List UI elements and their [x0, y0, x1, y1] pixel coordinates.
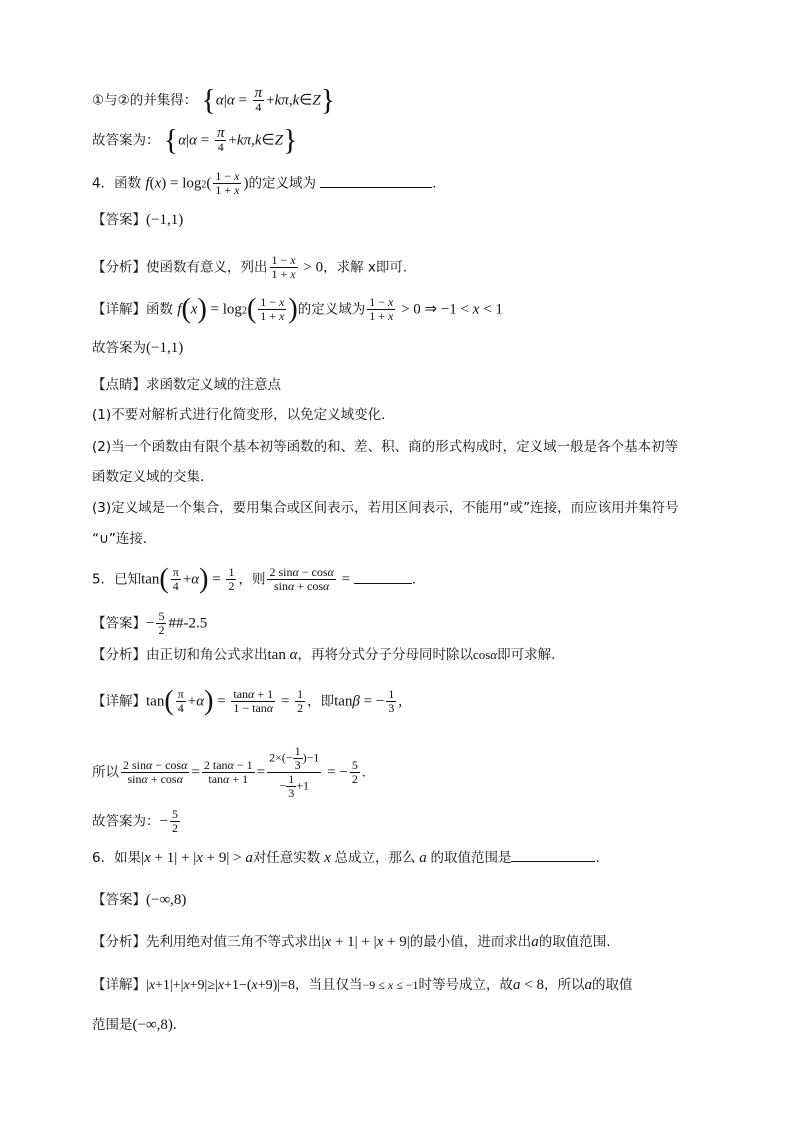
question-5: 5．已知tan( $\frac{\pi}{4}$ +α) = $\frac{1}{2}$ ，则 $\frac{2 \sin\alpha - \cos\alpha}{\sin\alpha + \cos\alpha}$ = ． [92, 563, 426, 595]
q5-final-label: 故答案为： [92, 813, 160, 830]
q6-detail-e: 的取值 [592, 977, 633, 993]
answer-label: 故答案为： [92, 132, 160, 149]
q6-end: . [595, 850, 600, 866]
q5-answer: 【答案】− $\frac{5}{2}$ ##-2.5 [92, 609, 208, 637]
q4-point-1: (1)不要对解析式进行化简变形，以免定义域变化． [92, 407, 395, 423]
q6-answer [92, 890, 734, 910]
q6-analysis-a: 先利用绝对值三角不等式求出 [146, 934, 322, 950]
q5-end: ． [411, 571, 426, 588]
q6-analysis-c: 的取值范围. [538, 934, 611, 950]
q6-text-c: 的取值范围是 [430, 850, 512, 866]
q5-detail-b: ，即 [307, 693, 335, 710]
answer-tag: 【答案】 [92, 212, 146, 228]
q4-end: ． [432, 175, 446, 192]
q4-final [92, 338, 734, 358]
question-4: 4．函数 f(x) = log2( $\frac{1 - x}{1 + x}$ )的定义域为 ． [92, 169, 446, 197]
detail-tag: 【详解】 [92, 977, 146, 993]
detail-tag: 【详解】 [92, 693, 146, 710]
q5-so: 所以 $\frac{2 \sin\alpha - \cos\alpha}{\sin\alpha + \cos\alpha}$ = $\frac{2 \tan\alpha - 1}{\tan\alpha + 1}$ = 2×(− $\frac{1}{3}$ )−1 − $\frac{1}{3}$ +1 = − $\frac{5}{2}$ . [92, 744, 366, 800]
q4-answer [92, 210, 734, 230]
answer-line-1: 故答案为： {α|α = $\frac{\pi}{4}$ +kπ,k∈Z} [92, 123, 298, 157]
q4-blank [320, 175, 432, 188]
q4-point-3: (3)定义域是一个集合，要用集合或区间表示，若用区间表示，不能用“或”连接，而应该用并集符号 [92, 500, 679, 516]
q5-so-label: 所以 [92, 764, 119, 781]
q4-detail-b: 的定义域为 [297, 301, 366, 318]
q4-detail-a: 函数 [146, 301, 173, 318]
q5-text: ，则 [238, 571, 266, 588]
q6-answer-value: (−∞,8) [146, 892, 187, 908]
q4-point-2: (2)当一个函数由有限个基本初等函数的和、差、积、商的形式构成时，定义域一般是各个基本初等 [92, 439, 679, 455]
q5-final: 故答案为：− $\frac{5}{2}$ [92, 807, 178, 835]
q6-detail-b: ，当且仅当 [295, 977, 363, 993]
q6-detail-g: (−∞,8). [132, 1017, 177, 1033]
q6-blank [511, 849, 595, 862]
q5-detail: 【详解】tan( $\frac{\pi}{4}$ +α) = $\frac{\tan\alpha + 1}{1 - \tan\alpha}$ = $\frac{1}{2}$ ，即tanβ = − $\frac{1}{3}$ , [92, 685, 403, 717]
q6-detail: 【详解】|x+1|+|x+9|≥|x+1−(x+9)|=8，当且仅当−9 ≤ x ≤ −1时等号成立，故a < 8，所以a的取值 [92, 977, 633, 993]
q6-text-b: 总成立，那么 [334, 850, 416, 866]
detail-tag: 【详解】 [92, 301, 146, 318]
q6-number: 6．如果 [92, 850, 142, 866]
analysis-tag: 【分析】 [92, 259, 146, 276]
q4-analysis-b: ，求解 x即可. [323, 259, 408, 276]
answer-tag: 【答案】 [92, 892, 146, 908]
q5-blank [354, 571, 412, 584]
q5-analysis-c: 即可求解. [497, 647, 556, 663]
q4-detail: 【详解】函数 f(x) = log2( $\frac{1 - x}{1 + x}$ )的定义域为 $\frac{1 - x}{1 + x}$ > 0 ⇒ −1 < x < 1 [92, 293, 503, 325]
q4-number: 4．函数 [92, 175, 142, 192]
analysis-tag: 【分析】 [92, 934, 146, 950]
q6-text-a: 对任意实数 [252, 850, 321, 866]
q6-analysis-b: 的最小值，进而求出 [409, 934, 532, 950]
q4-final-value: (−1,1) [146, 340, 184, 356]
q4-analysis-a: 使函数有意义，列出 [146, 259, 268, 276]
q4-point [92, 375, 734, 395]
q5-answer-alt: ##-2.5 [168, 615, 208, 632]
q6-detail-f: 范围是 [92, 1017, 133, 1033]
q6-detail-d: ，所以 [544, 977, 585, 993]
q5-number: 5．已知 [92, 571, 142, 588]
question-6: 6．如果|x + 1| + |x + 9| > a对任意实数 x 总成立，那么 a 的取值范围是 . [92, 850, 600, 866]
q4-point-3b: “∪”连接． [92, 531, 157, 547]
answer-tag: 【答案】 [92, 615, 146, 632]
q4-analysis: 【分析】使函数有意义，列出 $\frac{1 - x}{1 + x}$ > 0，求解 x即可. [92, 253, 408, 281]
q6-detail-c: 时等号成立，故 [418, 977, 514, 993]
q4-text: 的定义域为 [248, 175, 316, 192]
q5-analysis: 【分析】由正切和角公式求出tan α，再将分式分子分母同时除以cosα即可求解. [92, 647, 556, 663]
union-result-line: ①与②的并集得： {α|α = $\frac{\pi}{4}$ +kπ,k∈Z} [92, 83, 336, 117]
q4-final-label: 故答案为 [92, 340, 146, 356]
point-tag: 【点睛】 [92, 377, 146, 393]
q6-detail-cont [92, 1015, 734, 1035]
q5-analysis-a: 由正切和角公式求出 [146, 647, 268, 663]
union-label: ①与②的并集得： [92, 92, 198, 109]
q6-analysis: 【分析】先利用绝对值三角不等式求出|x + 1| + |x + 9|的最小值，进而求出a的取值范围. [92, 934, 611, 950]
q4-point-title: 求函数定义域的注意点 [146, 377, 281, 393]
analysis-tag: 【分析】 [92, 647, 146, 663]
q4-answer-value: (−1,1) [146, 212, 184, 228]
q5-analysis-b: ，再将分式分子分母同时除以 [297, 647, 473, 663]
q4-point-2b: 函数定义域的交集． [92, 469, 214, 485]
